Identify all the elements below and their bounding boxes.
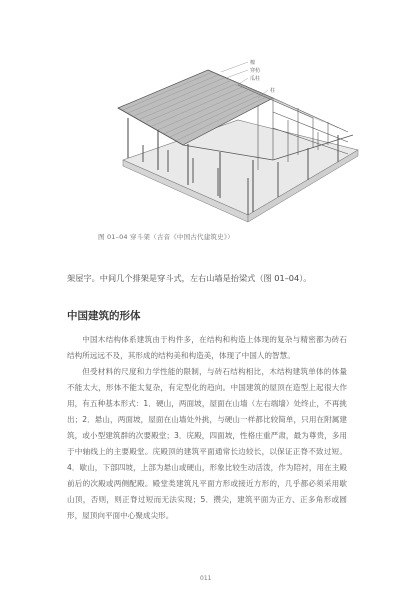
label-short-column: 瓜柱 [250,76,261,82]
body-paragraph-1: 中国木结构体系建筑由于构件多，在结构和构造上体现的复杂与精密都为砖石结构所远远不及，其形成的结构美和构造美，体现了中国人的智慧。 [67,335,347,360]
timber-frame-drawing [98,50,363,230]
body-paragraph-2: 但受材料的尺度和力学性能的限制，与砖石结构相比，木结构建筑单体的体量不能太大，形体不能太复杂，有定型化的趋向。中国建筑的屋顶在造型上起很大作用，有五种基本形式：1．硬山，两面坡，屋面在山墙（左右端墙）处终止，不再挑出；2．悬山，两面坡，屋面在山墙处外挑，与硬山一样都比较简单，只用在附属建筑，或小型建筑群的次要殿堂；3．庑殿，四面坡，性格庄重严肃，最为尊贵，多用于中轴线上的主要殿堂。庑殿顶的建筑平面通常长边较长，以保证正脊不致过短。4．歇山，下部四坡，上部为悬山或硬山，形象比较生动活泼，作为陪衬，用在主殿前后的次殿或两侧配殿。殿堂类建筑凡平面方形或接近方形的，几乎都必须采用歇山顶，否则，则正脊过短而无法实现；5．攒尖，建筑平面为正方、正多角形或圆形，屋顶向平面中心聚成尖形。 [67,367,347,520]
figure-caption: 图 01–04 穿斗架（古音《中国古代建筑史》） [98,233,234,241]
section-body [67,332,347,524]
continued-paragraph: 架屋字。中间几个排架是穿斗式，左右山墙是抬梁式（图 01–04）。 [67,273,312,283]
section-heading: 中国建筑的形体 [67,310,141,322]
timber-frame-illustration [98,50,363,230]
label-purlin: 檩 [250,60,256,66]
label-column: 柱 [270,88,276,94]
page-number: 011 [200,575,212,582]
label-tie-beam: 穿枋 [250,68,261,74]
